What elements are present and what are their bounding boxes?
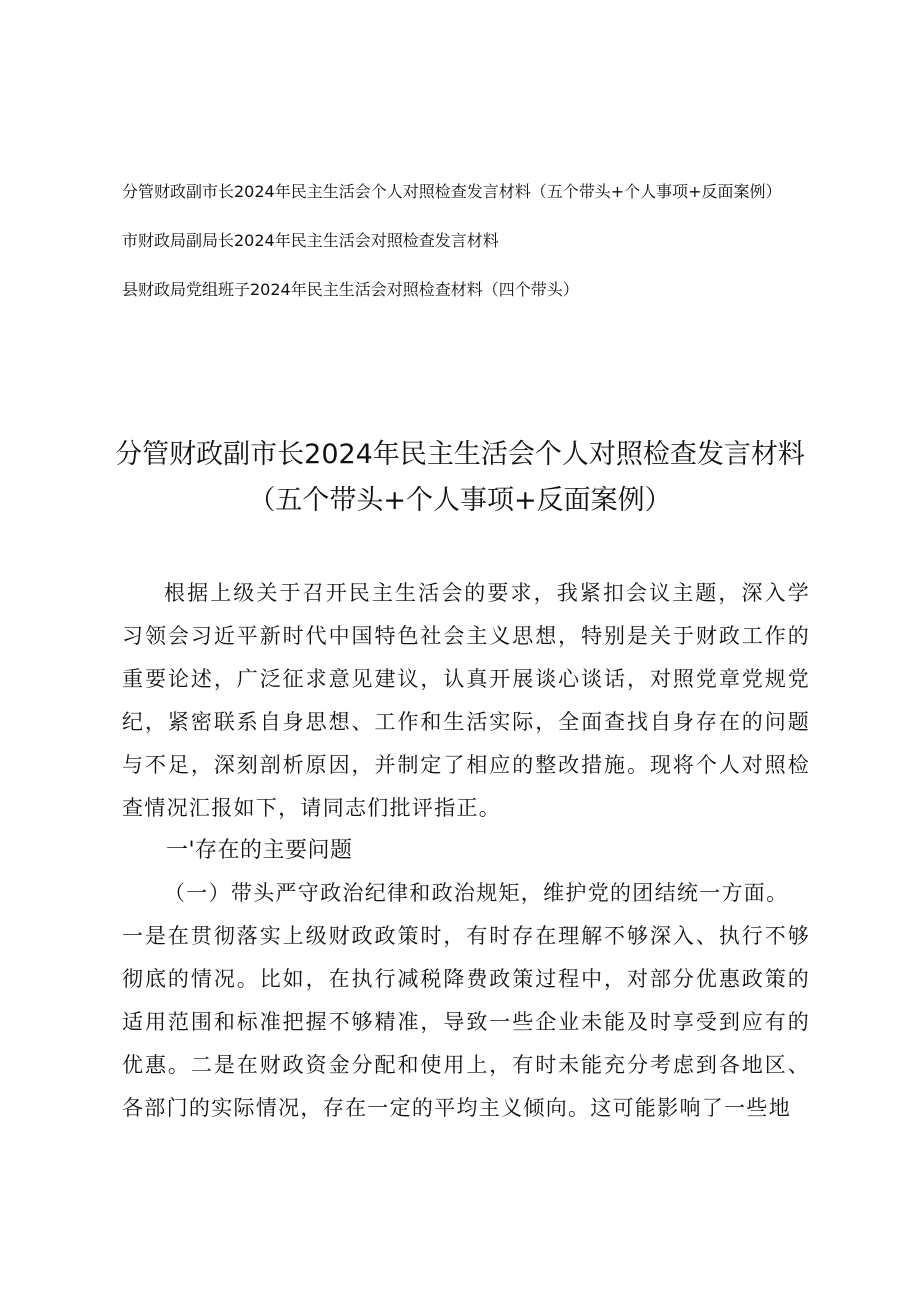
toc-item[interactable]: 市财政局副局长2024年民主生活会对照检查发言材料 bbox=[122, 231, 499, 250]
toc-item[interactable]: 县财政局党组班子2024年民主生活会对照检查材料（四个带头） bbox=[122, 280, 579, 299]
subsection-heading: （一）带头严守政治纪律和政治规矩，维护党的团结统一方面。 bbox=[164, 881, 789, 905]
section-heading: 一'存在的主要问题 bbox=[166, 838, 353, 863]
subsection-text: 一是在贯彻落实上级财政政策时，有时存在理解不够深入、执行不够彻底的情况。比如，在执行减税降费政策过程中，对部分优惠政策的适用范围和标准把握不够精准，导致一些企业未能及时享受到应有的优惠。二是在财政资金分配和使用上，有时未能充分考虑到各地区、各部门的实际情况，存在一定的平均主义倾向。这可能影响了一些地 bbox=[122, 924, 810, 1120]
document-title bbox=[110, 432, 810, 524]
table-of-contents bbox=[122, 178, 802, 325]
intro-paragraph: 根据上级关于召开民主生活会的要求，我紧扣会议主题，深入学习领会习近平新时代中国特色社会主义思想，特别是关于财政工作的重要论述，广泛征求意见建议，认真开展谈心谈话，对照党章党规党纪，紧密联系自身思想、工作和生活实际，全面查找自身存在的问题与不足，深刻剖析原因，并制定了相应的整改措施。现将个人对照检查情况汇报如下，请同志们批评指正。 bbox=[122, 581, 810, 820]
title-line-2: （五个带头+个人事项+反面案例） bbox=[248, 485, 672, 516]
document-body bbox=[122, 572, 810, 1130]
title-line-1: 分管财政副市长2024年民主生活会个人对照检查发言材料 bbox=[115, 439, 805, 470]
toc-item[interactable]: 分管财政副市长2024年民主生活会个人对照检查发言材料（五个带头+个人事项+反面案例） bbox=[122, 182, 782, 201]
section-paragraph bbox=[122, 872, 810, 1130]
